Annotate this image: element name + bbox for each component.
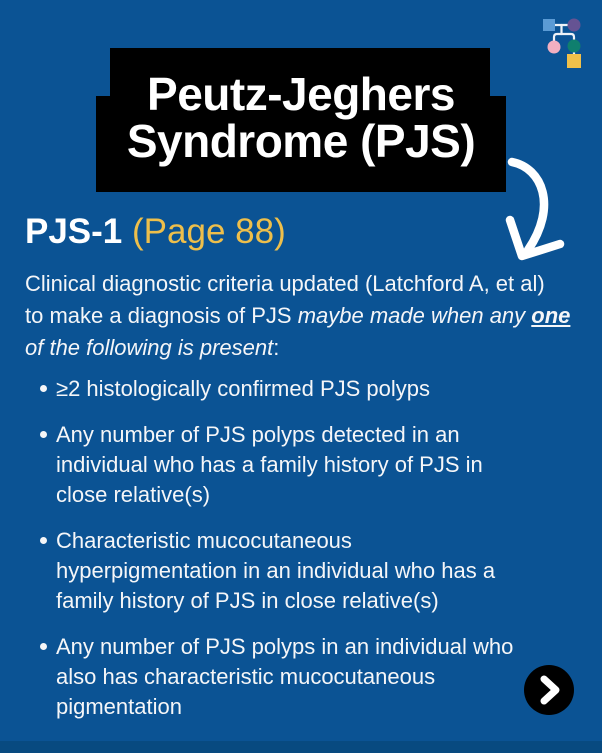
list-item: Any number of PJS polyps in an individual who also has characteristic mucocutaneous pigmentation [40,632,538,722]
intro-paragraph [25,268,581,364]
list-item: ≥2 histologically confirmed PJS polyps [40,374,538,404]
page-title-line1: Peutz-Jeghers [147,68,455,120]
section-code: PJS-1 [25,212,123,251]
paragraph-segment: of the following is present [25,335,274,360]
next-button[interactable] [524,665,574,715]
chevron-right-icon [524,665,574,715]
criteria-list [40,374,538,738]
paragraph-segment: one [531,303,571,328]
section-page-ref: (Page 88) [132,212,286,251]
list-item: Characteristic mucocutaneous hyperpigmentation in an individual who has a family history of PJS in close relative(s) [40,526,538,616]
paragraph-segment: maybe made when any [297,303,532,328]
pedigree-chart-icon [540,14,588,77]
list-item: Any number of PJS polyps detected in an individual who has a family history of PJS in close relative(s) [40,420,538,510]
paragraph-segment: to make a diagnosis of PJS [25,303,298,328]
curved-arrow-down-icon [486,150,570,273]
footer-bar [0,741,602,753]
page-title-line2: Syndrome (PJS) [126,115,476,167]
paragraph-segment: Clinical diagnostic criteria updated (Latchford A, et al) [25,271,545,296]
section-heading [25,210,286,254]
paragraph-segment: : [273,335,280,360]
